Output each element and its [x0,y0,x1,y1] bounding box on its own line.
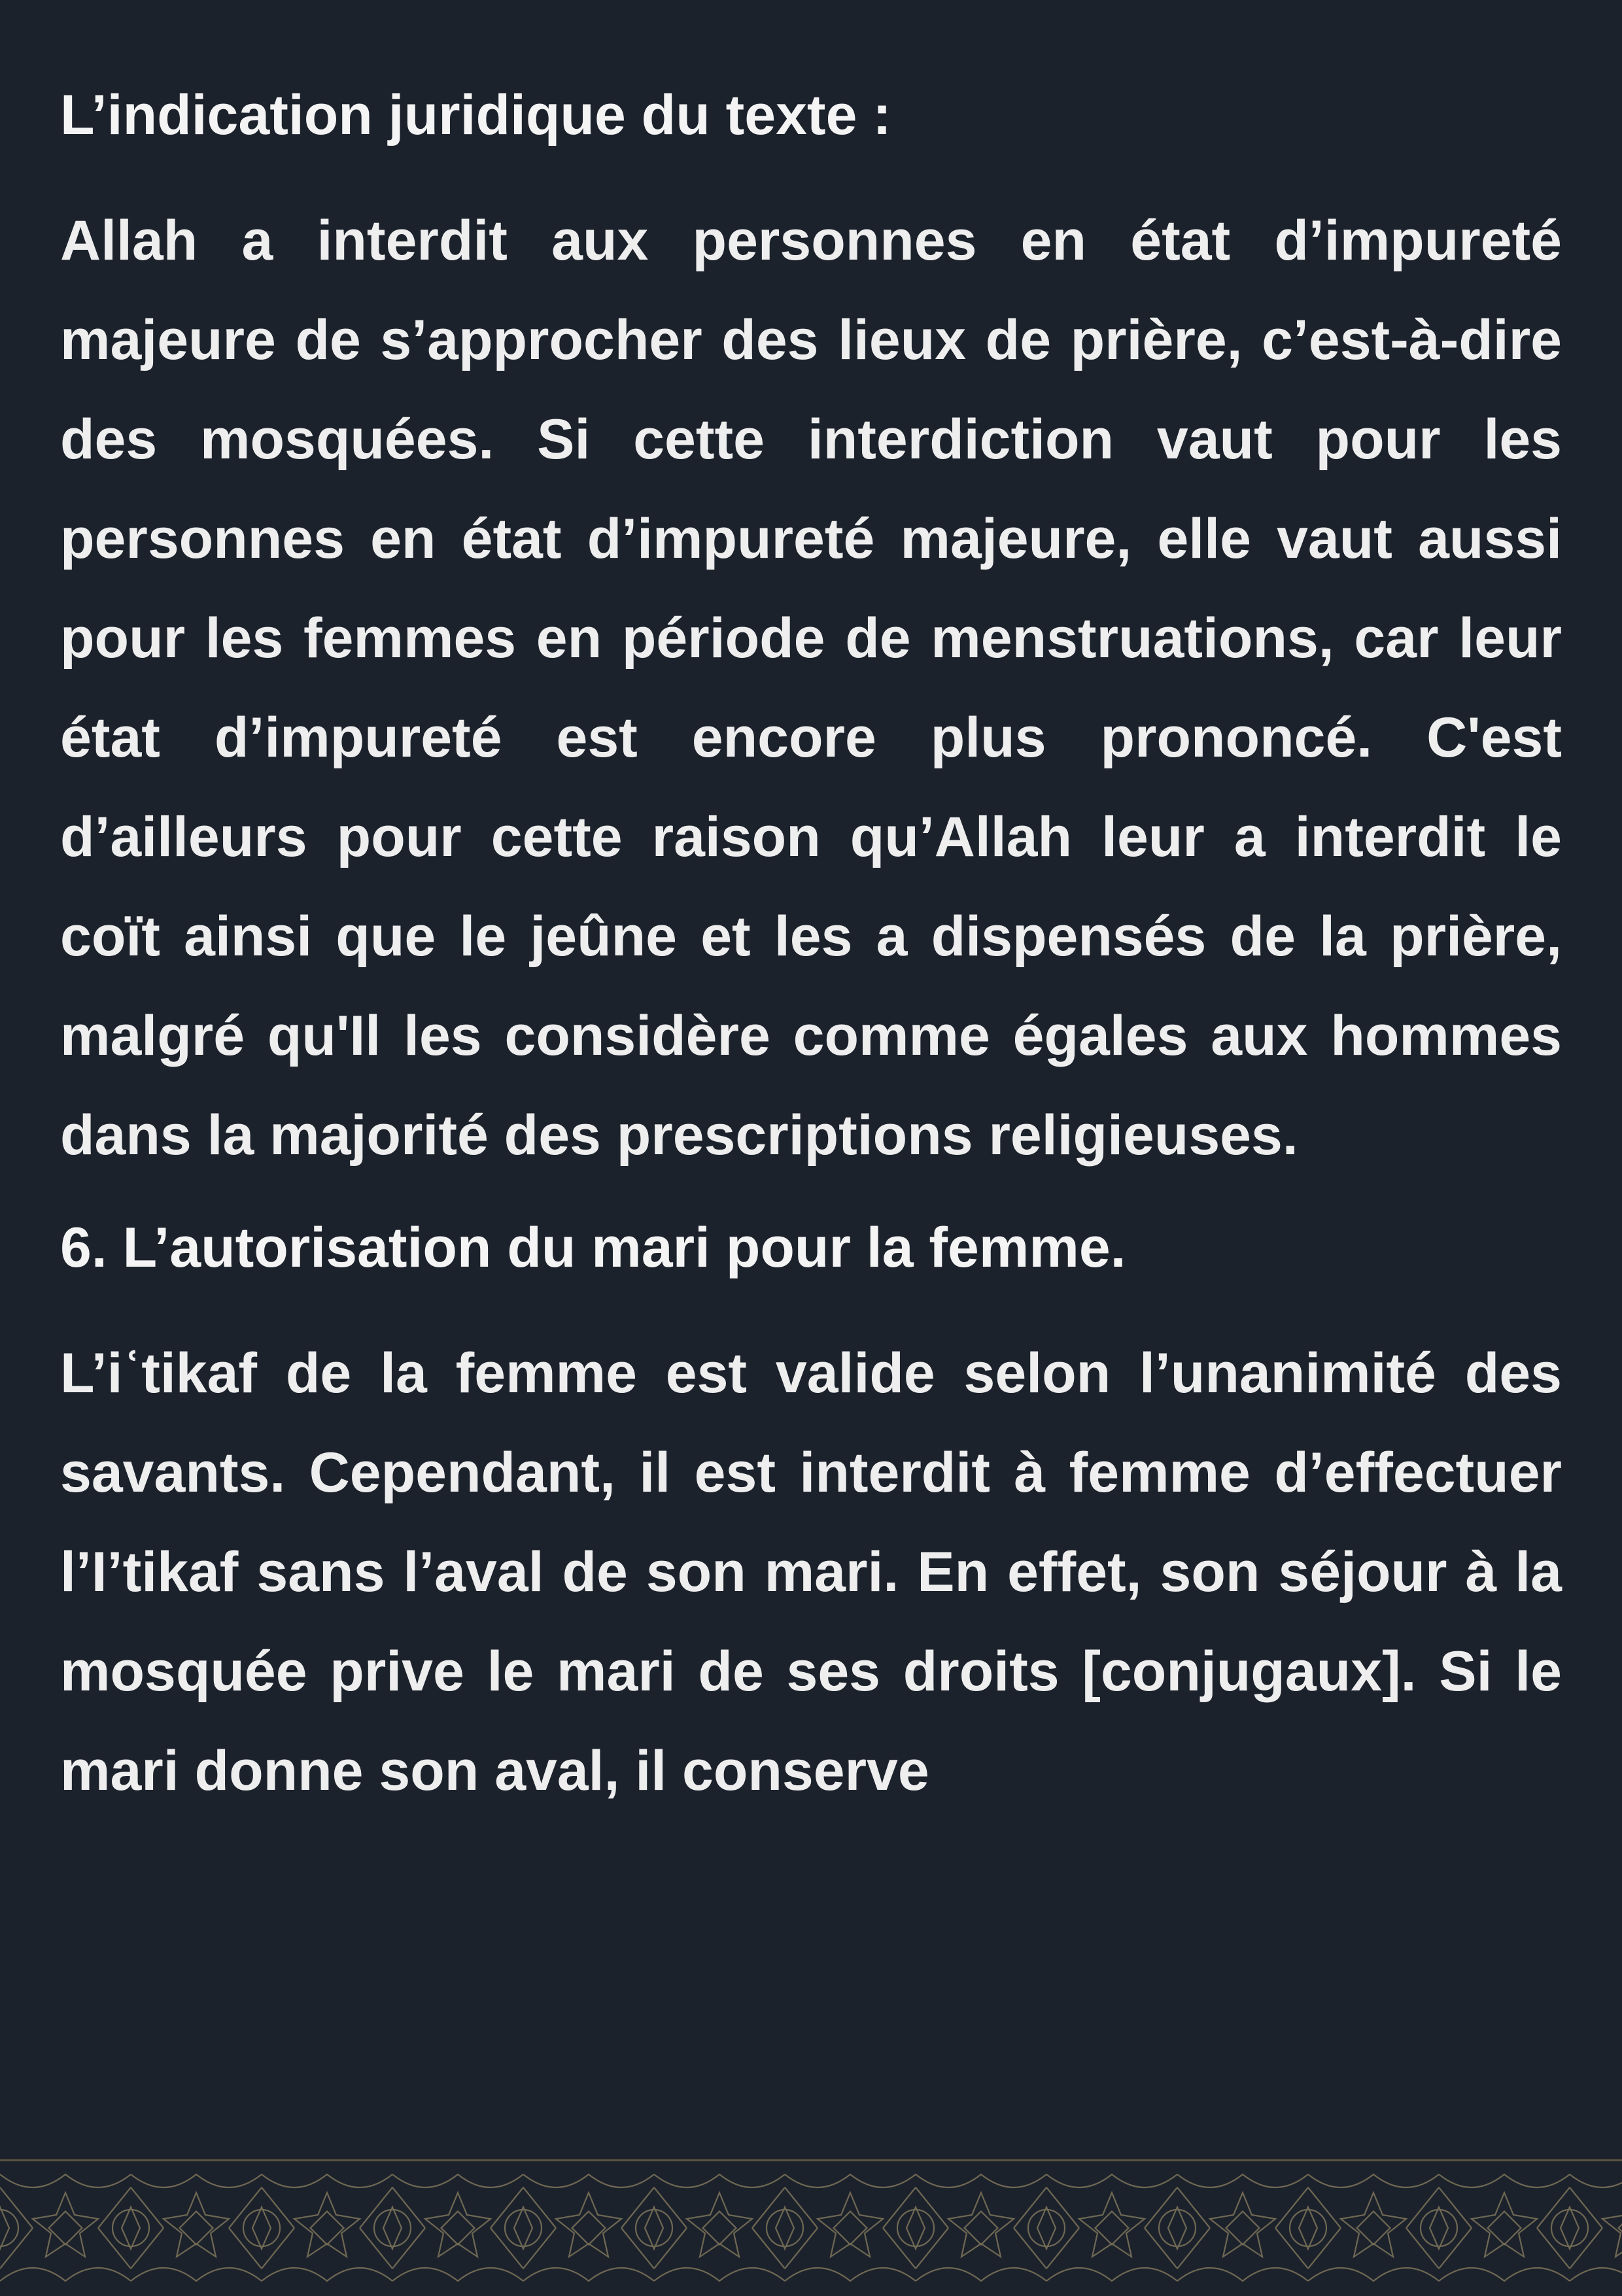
geometric-star-pattern-icon [0,2161,1622,2294]
section-heading-legal-indication: L’indication juridique du texte : [60,84,891,146]
paragraph-itikaf-woman: L’iʿtikaf de la femme est valide selon l’unanimité des savants. Cependant, il est interdit à femme d’effectuer l’I’tikaf sans l’aval de son mari. En effet, son séjour à la mosquée prive le mari de ses droits [conjugaux]. Si le mari donne son aval, il conserve [60,1342,1562,1802]
page-content [60,78,1562,1821]
footer-ornament-band [0,2159,1622,2296]
section-heading-husband-authorization: 6. L’autorisation du mari pour la femme. [60,1216,1126,1279]
paragraph-menstruation-ruling: Allah a interdit aux personnes en état d’impureté majeure de s’approcher des lieux de prière, c’est-à-dire des mosquées. Si cette interdiction vaut pour les personnes en état d’impureté majeure, elle vaut aussi pour les femmes en période de menstruations, car leur état d’impureté est encore plus prononcé. C'est d’ailleurs pour cette raison qu’Allah leur a interdit le coït ainsi que le jeûne et les a dispensés de la prière, malgré qu'Il les considère comme égales aux hommes dans la majorité des prescriptions religieuses. [60,209,1562,1167]
